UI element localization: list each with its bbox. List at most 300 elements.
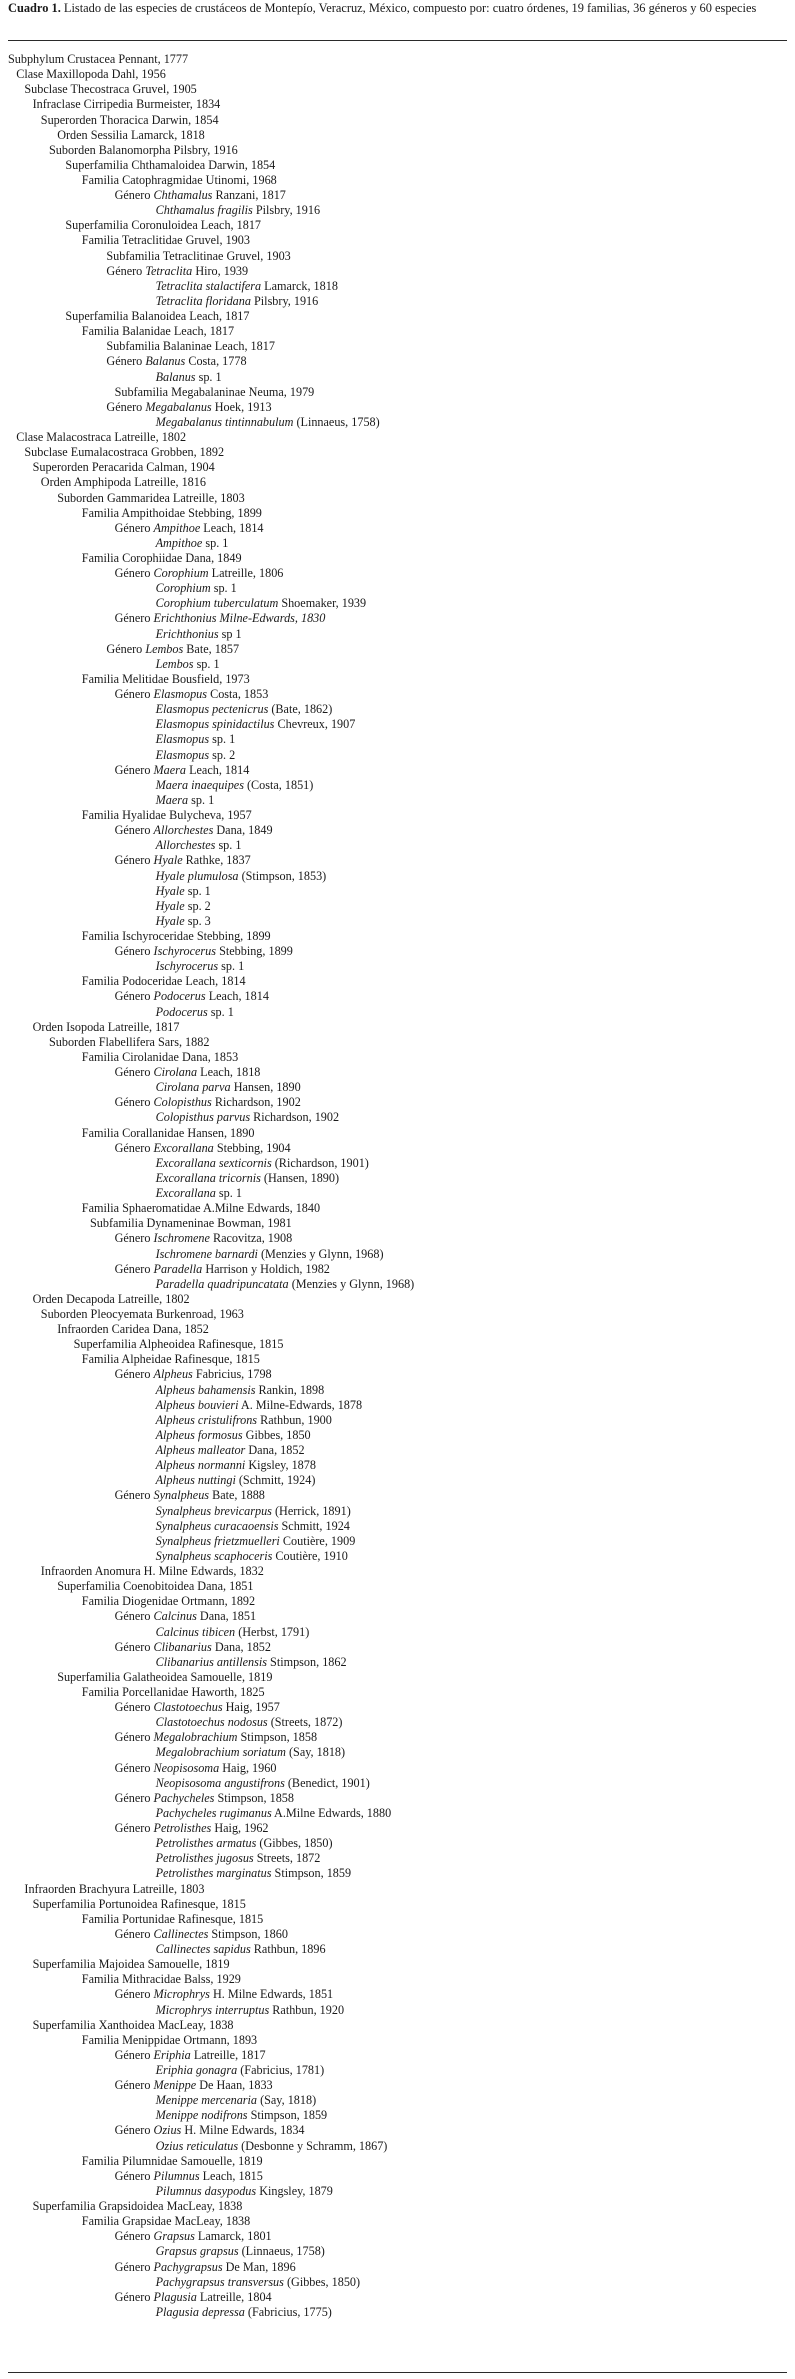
taxon-text: Subfamilia Dynameninae Bowman, 1981 <box>90 1216 292 1231</box>
taxon-authority: A.Milne Edwards, 1880 <box>271 1805 392 1820</box>
taxon-text: Género <box>106 354 146 369</box>
taxon-authority: Pilsbry, 1916 <box>252 203 321 218</box>
taxon-row <box>156 1519 350 1534</box>
taxon-name-italic: Maera <box>155 792 189 807</box>
taxon-name-italic: Colopisthus <box>153 1095 212 1110</box>
taxon-row <box>33 2199 243 2214</box>
taxon-text: Clase Maxillopoda Dahl, 1956 <box>16 67 166 82</box>
taxon-name-italic: Clibanarius antillensis <box>155 1654 267 1669</box>
taxon-text: Infraorden Caridea Dana, 1852 <box>57 1322 209 1337</box>
taxon-name-italic: Chthamalus fragilis <box>155 203 253 218</box>
taxon-row <box>41 1564 264 1579</box>
taxon-row <box>57 1670 272 1685</box>
taxon-row <box>115 1488 265 1503</box>
taxon-row <box>33 1957 230 1972</box>
taxon-authority: (Stimpson, 1853) <box>238 868 327 883</box>
taxon-authority: H. Milne Edwards, 1834 <box>181 2123 305 2138</box>
taxon-name-italic: Grapsus <box>153 2229 195 2244</box>
taxon-row <box>49 143 238 158</box>
taxon-text: Subclase Thecostraca Gruvel, 1905 <box>24 82 197 97</box>
taxon-row <box>156 838 242 853</box>
taxon-row <box>106 354 246 369</box>
taxon-name-italic: Corophium <box>155 581 211 596</box>
taxon-authority: (Gibbes, 1850) <box>283 2274 361 2289</box>
taxon-authority: (Fabricius, 1775) <box>244 2304 332 2319</box>
taxon-name-italic: Alpheus normanni <box>155 1458 246 1473</box>
taxon-row <box>156 869 327 884</box>
taxon-authority: Shoemaker, 1939 <box>278 596 367 611</box>
taxon-text: Género <box>114 566 154 581</box>
taxon-authority: sp. 1 <box>218 959 245 974</box>
taxon-name-italic: Ischromene barnardi <box>155 1246 258 1261</box>
taxon-authority: Stimpson, 1859 <box>271 1866 352 1881</box>
taxon-text: Subfamilia Balaninae Leach, 1817 <box>106 339 275 354</box>
taxon-row <box>156 1625 310 1640</box>
taxon-authority: sp. 2 <box>209 747 236 762</box>
taxon-text: Superfamilia Coronuloidea Leach, 1817 <box>65 218 262 233</box>
taxon-name-italic: Pilumnus dasypodus <box>155 2183 257 2198</box>
taxon-row <box>156 1428 311 1443</box>
taxon-name-italic: Calcinus tibicen <box>155 1624 236 1639</box>
taxon-name-italic: Petrolisthes <box>153 1821 212 1835</box>
taxon-row <box>82 551 242 566</box>
taxon-authority: Latreille, 1804 <box>196 2289 272 2304</box>
taxon-row <box>156 2063 325 2078</box>
taxon-text: Subfamilia Megabalaninae Neuma, 1979 <box>114 384 315 399</box>
taxon-row <box>156 2275 360 2290</box>
taxon-row <box>115 2260 296 2275</box>
taxon-row <box>156 1806 392 1821</box>
taxon-row <box>82 1352 260 1367</box>
taxon-row <box>156 1504 351 1519</box>
taxon-name-italic: Synalpheus brevicarpus <box>155 1503 272 1518</box>
taxon-text: Género <box>114 1261 154 1276</box>
taxon-authority: Hiro, 1939 <box>192 263 249 278</box>
taxon-row <box>115 989 269 1004</box>
taxon-row <box>156 702 333 717</box>
taxon-row <box>65 309 249 324</box>
taxon-row <box>16 67 166 82</box>
taxon-text: Género <box>114 2259 154 2274</box>
taxon-authority: Richardson, 1902 <box>250 1110 340 1125</box>
taxon-row <box>156 2139 388 2154</box>
taxon-name-italic: Elasmopus pectenicrus <box>155 702 269 717</box>
taxon-row <box>156 1549 348 1564</box>
taxon-authority: Latreille, 1806 <box>208 566 284 581</box>
taxon-authority: (Costa, 1851) <box>243 777 314 792</box>
taxon-row <box>156 1398 363 1413</box>
taxon-name-italic: Ozius reticulatus <box>155 2138 239 2153</box>
taxon-text: Familia Pilumnidae Samouelle, 1819 <box>81 2153 263 2168</box>
taxon-name-italic: Clastotoechus nodosus <box>155 1715 268 1730</box>
taxon-name-italic: Podocerus <box>155 1004 208 1019</box>
taxon-authority: Fabricius, 1798 <box>192 1367 272 1382</box>
taxon-text: Familia Catophragmidae Utinomi, 1968 <box>81 173 277 187</box>
taxon-text: Familia Sphaeromatidae A.Milne Edwards, 1840 <box>81 1201 321 1216</box>
taxon-name-italic: Synalpheus <box>153 1488 210 1503</box>
taxon-authority: sp. 1 <box>195 369 222 384</box>
taxon-row <box>82 1594 255 1609</box>
taxon-name-italic: Paradella <box>153 1261 203 1276</box>
taxon-text: Superfamilia Galatheoidea Samouelle, 1819 <box>57 1669 273 1684</box>
taxon-row <box>115 1262 330 1277</box>
taxon-row <box>156 1080 301 1095</box>
taxon-name-italic: Microphrys <box>153 1987 210 2002</box>
taxon-name-italic: Elasmopus <box>155 732 210 747</box>
taxon-name-italic: Tetraclita floridana <box>155 293 251 308</box>
taxon-row <box>156 2108 328 2123</box>
taxon-authority: A. Milne-Edwards, 1878 <box>238 1397 363 1412</box>
taxon-name-italic: Neopisosoma angustifrons <box>155 1775 285 1790</box>
taxon-row <box>57 128 205 143</box>
taxon-name-italic: Maera inaequipes <box>155 777 244 792</box>
taxon-text: Familia Ischyroceridae Stebbing, 1899 <box>81 929 271 943</box>
taxon-name-italic: Excorallana <box>155 1186 216 1200</box>
taxon-row <box>156 279 338 294</box>
taxon-row <box>156 2305 332 2320</box>
top-rule <box>8 40 787 41</box>
taxon-text: Género <box>114 2123 154 2138</box>
taxon-authority: Dana, 1852 <box>245 1443 305 1457</box>
taxon-authority: (Say, 1818) <box>257 2093 317 2108</box>
taxon-authority: sp. 3 <box>184 913 211 928</box>
taxon-text: Familia Corallanidae Hansen, 1890 <box>81 1125 255 1140</box>
taxon-name-italic: Cirolana parva <box>155 1080 231 1095</box>
taxon-text: Género <box>114 2078 154 2093</box>
taxon-text: Género <box>114 1609 154 1624</box>
taxon-name-italic: Pachygrapsus <box>153 2259 223 2274</box>
taxon-row <box>156 1186 242 1201</box>
taxon-authority: Rathbun, 1900 <box>257 1412 332 1427</box>
taxon-text: Género <box>114 989 154 1004</box>
taxon-name-italic: Allorchestes <box>153 823 214 838</box>
taxon-row <box>82 1126 255 1141</box>
taxon-text: Infraclase Cirripedia Burmeister, 1834 <box>32 97 221 112</box>
taxon-authority: Lamarck, 1801 <box>194 2229 272 2244</box>
taxon-row <box>156 732 236 747</box>
taxon-name-italic: Synalpheus scaphoceris <box>155 1548 273 1563</box>
taxon-name-italic: Tetraclita stalactifera <box>155 278 262 293</box>
taxon-row <box>115 2169 263 2184</box>
taxon-row <box>115 853 251 868</box>
taxon-name-italic: Alpheus bahamensis <box>155 1382 256 1397</box>
caption-label: Cuadro 1. <box>8 1 61 15</box>
taxon-row <box>115 521 264 536</box>
taxon-text: Superfamilia Coenobitoidea Dana, 1851 <box>57 1579 254 1594</box>
taxon-row <box>115 1141 291 1156</box>
taxon-row <box>115 1367 272 1382</box>
taxon-name-italic: Ampithoe <box>153 520 201 535</box>
taxon-authority: (Richardson, 1901) <box>271 1155 369 1170</box>
taxon-row <box>106 264 248 279</box>
taxon-row <box>115 1231 293 1246</box>
taxon-row <box>41 475 206 490</box>
taxon-text: Familia Alpheidae Rafinesque, 1815 <box>81 1352 260 1367</box>
taxon-row <box>156 1866 351 1881</box>
taxon-text: Superfamilia Xanthoidea MacLeay, 1838 <box>32 2017 234 2032</box>
taxon-row <box>115 823 273 838</box>
taxon-row <box>57 1579 253 1594</box>
taxon-row <box>106 400 271 415</box>
taxon-row <box>156 1776 370 1791</box>
taxon-authority: Harrison y Holdich, 1982 <box>202 1261 330 1276</box>
taxon-text: Superorden Peracarida Calman, 1904 <box>32 460 215 475</box>
taxon-authority: Leach, 1814 <box>205 989 269 1004</box>
taxon-text: Superfamilia Portunoidea Rafinesque, 1815 <box>32 1896 246 1911</box>
taxon-authority: (Schmitt, 1924) <box>235 1473 316 1488</box>
taxon-text: Género <box>114 1639 154 1654</box>
taxon-text: Superfamilia Grapsidoidea MacLeay, 1838 <box>32 2199 243 2213</box>
taxon-text: Familia Hyalidae Bulycheva, 1957 <box>81 808 252 822</box>
taxon-text: Género <box>114 853 154 868</box>
taxon-text: Suborden Flabellifera Sars, 1882 <box>49 1034 210 1049</box>
taxon-row <box>33 1020 180 1035</box>
taxon-name-italic: Chthamalus <box>153 188 213 203</box>
taxon-authority: Haig, 1962 <box>211 1821 269 1835</box>
taxon-row <box>156 536 229 551</box>
taxon-row <box>106 339 275 354</box>
taxon-name-italic: Clastotoechus <box>153 1700 223 1715</box>
taxon-row <box>115 687 269 702</box>
taxon-name-italic: Alpheus cristulifrons <box>155 1412 258 1427</box>
taxon-authority: sp. 1 <box>209 732 236 747</box>
taxon-authority: sp. 1 <box>207 1004 234 1019</box>
taxon-row <box>115 2290 272 2305</box>
taxon-text: Orden Decapoda Latreille, 1802 <box>32 1291 190 1306</box>
taxon-authority: (Desbonne y Schramm, 1867) <box>238 2138 388 2153</box>
taxon-row <box>8 52 188 67</box>
taxon-authority: H. Milne Edwards, 1851 <box>209 1987 334 2002</box>
taxon-text: Género <box>114 520 154 535</box>
taxon-text: Género <box>114 823 154 838</box>
taxon-authority: Latreille, 1817 <box>190 2047 266 2062</box>
taxon-row <box>115 385 315 400</box>
taxon-text: Superorden Thoracica Darwin, 1854 <box>40 112 219 127</box>
taxon-name-italic: Corophium tuberculatum <box>155 596 279 611</box>
taxon-text: Género <box>114 1821 154 1835</box>
taxon-authority: sp. 1 <box>193 656 220 671</box>
taxon-row <box>156 1443 305 1458</box>
taxon-row <box>156 596 367 611</box>
taxon-row <box>156 793 215 808</box>
taxon-authority: Chevreux, 1907 <box>274 717 356 732</box>
taxon-authority: Stebbing, 1899 <box>216 944 293 959</box>
taxon-text: Género <box>114 1065 154 1079</box>
taxon-text: Género <box>106 399 146 414</box>
taxon-row <box>156 1383 325 1398</box>
taxon-text: Género <box>114 687 154 701</box>
taxon-authority: Kigsley, 1878 <box>245 1458 316 1473</box>
taxon-row <box>115 2078 273 2093</box>
taxon-row <box>156 914 211 929</box>
taxon-row <box>106 642 239 657</box>
taxon-row <box>156 370 222 385</box>
taxon-text: Superfamilia Balanoidea Leach, 1817 <box>65 309 250 323</box>
taxon-text: Género <box>106 263 146 278</box>
taxon-row <box>115 1700 280 1715</box>
taxon-text: Familia Corophiidae Dana, 1849 <box>81 551 242 565</box>
taxon-authority: Dana, 1849 <box>213 823 273 838</box>
taxon-authority: sp. 1 <box>215 838 242 853</box>
taxon-text: Infraorden Brachyura Latreille, 1803 <box>24 1881 205 1896</box>
taxon-row <box>156 657 220 672</box>
taxon-row <box>115 2048 266 2063</box>
taxon-authority: Coutière, 1909 <box>279 1533 356 1548</box>
taxon-text: Familia Mithracidae Balss, 1929 <box>81 1972 241 1987</box>
taxon-name-italic: Eriphia gonagra <box>155 2063 238 2077</box>
taxon-row <box>115 1730 317 1745</box>
taxon-row <box>156 1942 326 1957</box>
taxon-name-italic: Colopisthus parvus <box>155 1110 251 1125</box>
taxon-name-italic: Hyale <box>155 883 185 898</box>
taxon-name-italic: Elasmopus <box>153 687 208 701</box>
taxon-name-italic: Podocerus <box>153 989 206 1004</box>
taxon-name-italic: Megalobrachium <box>153 1730 238 1745</box>
taxon-name-italic: Tetraclita <box>145 263 193 278</box>
taxon-name-italic: Pachygrapsus transversus <box>155 2274 284 2289</box>
taxon-row <box>16 430 186 445</box>
taxon-text: Familia Menippidae Ortmann, 1893 <box>81 2032 258 2047</box>
taxon-row <box>82 1685 265 1700</box>
taxon-text: Familia Diogenidae Ortmann, 1892 <box>81 1594 256 1609</box>
taxon-row <box>156 2184 333 2199</box>
taxon-name-italic: Petrolisthes jugosus <box>155 1851 254 1866</box>
taxon-authority: (Streets, 1872) <box>267 1715 343 1730</box>
taxon-row <box>33 460 215 475</box>
taxon-name-italic: Petrolisthes armatus <box>155 1836 257 1851</box>
taxon-authority: Stimpson, 1862 <box>267 1654 347 1669</box>
taxon-text: Familia Ampithoidae Stebbing, 1899 <box>81 505 262 520</box>
table-caption <box>8 1 786 16</box>
taxon-text: Género <box>114 1140 154 1155</box>
taxon-text: Género <box>114 944 154 959</box>
taxon-authority: Stimpson, 1860 <box>208 1926 288 1941</box>
taxon-name-italic: Ozius <box>153 2123 182 2138</box>
taxon-row <box>156 1473 316 1488</box>
taxon-row <box>156 899 211 914</box>
taxon-authority: Costa, 1853 <box>207 687 269 701</box>
taxon-name-italic: Alpheus bouvieri <box>155 1397 239 1412</box>
taxon-text: Familia Grapsidae MacLeay, 1838 <box>81 2214 251 2229</box>
taxon-authority: Bate, 1857 <box>183 641 240 656</box>
taxon-authority: sp. 1 <box>215 1186 242 1200</box>
taxon-authority: Hansen, 1890 <box>230 1080 301 1095</box>
taxon-row <box>156 2003 344 2018</box>
taxon-name-italic: Ischromene <box>153 1231 210 1246</box>
taxon-authority: Kingsley, 1879 <box>256 2183 333 2198</box>
taxon-row <box>115 1761 277 1776</box>
taxon-row <box>156 415 380 430</box>
taxon-text: Superfamilia Alpheoidea Rafinesque, 1815 <box>73 1337 284 1352</box>
taxon-row <box>115 1640 271 1655</box>
taxon-name-italic: Plagusia <box>153 2289 197 2304</box>
taxon-authority: Stimpson, 1859 <box>247 2108 328 2123</box>
taxon-name-italic: Plagusia depressa <box>155 2304 245 2319</box>
taxon-row <box>156 1851 321 1866</box>
taxon-text: Género <box>114 2289 154 2304</box>
taxon-text: Familia Cirolanidae Dana, 1853 <box>81 1049 239 1064</box>
taxon-row <box>115 2123 305 2138</box>
taxon-row <box>156 2244 325 2259</box>
taxon-row <box>115 611 326 626</box>
taxon-text: Género <box>114 188 154 203</box>
taxon-row <box>106 249 290 264</box>
taxon-row <box>82 1912 263 1927</box>
taxon-row <box>33 1292 190 1307</box>
taxon-row <box>115 763 250 778</box>
taxon-name-italic: Cirolana <box>153 1065 198 1079</box>
taxon-authority: sp. 2 <box>184 898 211 913</box>
taxon-row <box>156 959 245 974</box>
taxon-text: Género <box>114 1095 154 1110</box>
taxon-text: Suborden Balanomorpha Pilsbry, 1916 <box>49 142 238 157</box>
taxon-authority: (Benedict, 1901) <box>284 1775 370 1790</box>
taxon-text: Género <box>114 1488 154 1503</box>
taxon-row <box>156 1005 234 1020</box>
taxon-name-italic: Menippe <box>153 2078 197 2093</box>
taxon-row <box>156 1277 415 1292</box>
taxon-row <box>156 1534 356 1549</box>
taxon-authority: sp. 1 <box>202 535 229 550</box>
taxon-name-italic: Alpheus nuttingi <box>155 1473 236 1488</box>
taxon-authority: Rathbun, 1920 <box>269 2002 345 2017</box>
taxon-text: Familia Porcellanidae Haworth, 1825 <box>81 1685 265 1699</box>
taxon-authority: Coutière, 1910 <box>272 1548 348 1563</box>
taxon-text: Familia Podoceridae Leach, 1814 <box>81 974 246 989</box>
taxon-name-italic: Excorallana sexticornis <box>155 1155 272 1170</box>
taxon-row <box>82 2214 250 2229</box>
taxon-authority: Rathbun, 1896 <box>250 1942 326 1956</box>
taxon-row <box>57 491 245 506</box>
taxon-row <box>41 1307 244 1322</box>
taxon-row <box>24 82 196 97</box>
taxon-name-italic: Megabalanus tintinnabulum <box>155 414 294 429</box>
taxon-name-italic: Pilumnus <box>153 2168 200 2183</box>
taxon-text: Subclase Eumalacostraca Grobben, 1892 <box>24 445 225 460</box>
taxon-text: Género <box>114 1700 154 1715</box>
taxon-row <box>82 929 271 944</box>
taxon-authority: Dana, 1851 <box>196 1609 257 1624</box>
taxon-authority: (Bate, 1862) <box>268 702 333 717</box>
taxon-row <box>33 1897 246 1912</box>
taxon-name-italic: Megabalanus <box>145 399 212 414</box>
taxon-text: Género <box>114 1790 154 1805</box>
taxon-text: Género <box>114 1730 154 1745</box>
taxon-row <box>156 717 356 732</box>
taxon-row <box>115 188 286 203</box>
taxon-row <box>33 97 221 112</box>
taxon-name-italic: Excorallana tricornis <box>155 1170 261 1185</box>
taxon-row <box>156 1110 340 1125</box>
taxon-row <box>115 1095 301 1110</box>
taxon-name-italic: Corophium <box>153 566 209 581</box>
taxon-authority: Rathke, 1837 <box>182 853 251 868</box>
taxon-authority: (Gibbes, 1850) <box>256 1836 333 1851</box>
taxon-authority: Racovitza, 1908 <box>209 1231 293 1246</box>
taxon-text: Subphylum Crustacea Pennant, 1777 <box>8 52 189 66</box>
taxon-authority: Leach, 1815 <box>199 2168 263 2183</box>
taxon-name-italic: Pachycheles rugimanus <box>155 1805 272 1820</box>
taxon-row <box>82 506 262 521</box>
taxon-name-italic: Microphrys interruptus <box>155 2002 270 2017</box>
taxon-name-italic: Ampithoe <box>155 535 203 550</box>
taxon-name-italic: Synalpheus curacaoensis <box>155 1518 279 1533</box>
taxon-text: Género <box>114 1367 154 1382</box>
taxon-name-italic: Hyale plumulosa <box>155 868 239 883</box>
taxon-row <box>156 203 320 218</box>
taxon-text: Género <box>114 1760 154 1775</box>
taxon-authority: Lamarck, 1818 <box>261 278 338 293</box>
